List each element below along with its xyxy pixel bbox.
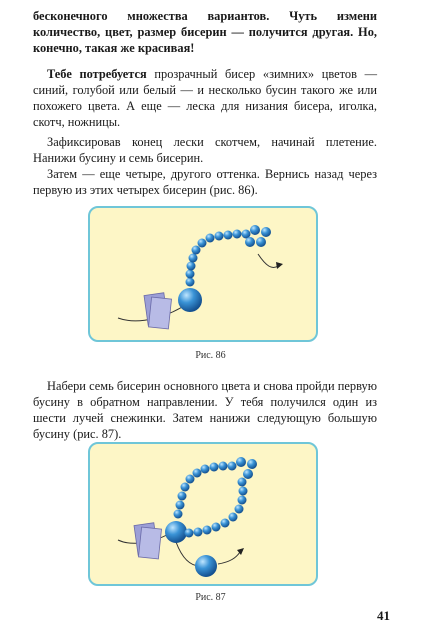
figure-87-caption: Рис. 87 bbox=[195, 592, 226, 603]
tape-icon bbox=[144, 293, 172, 329]
figure-86-illustration bbox=[90, 208, 316, 340]
materials-paragraph bbox=[33, 66, 377, 130]
thread-line-end bbox=[218, 552, 240, 564]
bead-chain bbox=[186, 225, 272, 287]
figure-86-caption: Рис. 86 bbox=[195, 350, 226, 361]
bead-icon bbox=[165, 521, 187, 543]
bead-icon-second bbox=[195, 555, 217, 577]
figure-87-illustration bbox=[90, 444, 316, 584]
intro-paragraph: бесконечного множества вариантов. Чуть измени количество, цвет, размер бисерин — получится другая. Но, конечно, такая же красивая! bbox=[33, 9, 377, 55]
thread-line-end bbox=[258, 254, 278, 268]
step2-paragraph: Затем — еще четыре, другого оттенка. Вернись назад через первую из этих четырех бисерин (рис. 86). bbox=[33, 167, 377, 197]
materials-lead: Тебе потребуется bbox=[47, 67, 147, 81]
page-number: 41 bbox=[377, 608, 390, 623]
step1-paragraph: Зафиксировав конец лески скотчем, начинай плетение. Нанижи бусину и семь бисерин. bbox=[33, 135, 377, 165]
materials-text: прозрачный бисер «зимних» цветов — синий, голубой или белый — и несколько бусин такого же или похожего цвета. А еще — леска для низания бисера, иголка, скотч, ножницы. bbox=[33, 67, 377, 129]
tape-icon bbox=[134, 523, 162, 559]
bead-loop bbox=[174, 457, 258, 538]
arrow-icon bbox=[276, 262, 283, 269]
figure-87 bbox=[88, 442, 318, 586]
step3-paragraph: Набери семь бисерин основного цвета и снова пройди первую бусину в обратном направлении. У тебя получился один из шести лучей снежинки. Затем нанижи следующую большую бусину (рис. 87). bbox=[33, 379, 377, 441]
figure-86 bbox=[88, 206, 318, 342]
bead-icon bbox=[178, 288, 202, 312]
